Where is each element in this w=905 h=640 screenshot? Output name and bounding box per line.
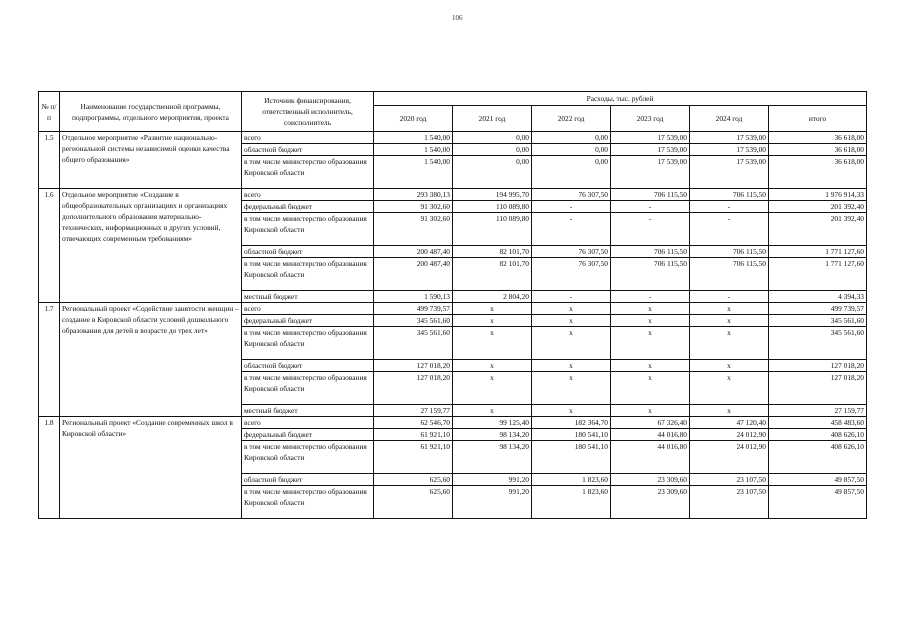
amount-cell: 44 016,80 xyxy=(611,429,690,441)
section-number: 1.6 xyxy=(39,189,60,303)
col-header-total: итого xyxy=(769,106,867,132)
amount-cell: x xyxy=(453,303,532,315)
total-cell: 127 018,20 xyxy=(769,360,867,372)
amount-cell: x xyxy=(453,315,532,327)
amount-cell: x xyxy=(690,405,769,417)
amount-cell: - xyxy=(690,213,769,246)
section-name: Отдельное мероприятие «Создание в общеобразовательных организациях и организациях дополнительного образования материально-технических, информационных и других условий, отвечающих современным требованиям» xyxy=(60,189,242,303)
amount-cell: 62 546,70 xyxy=(374,417,453,429)
amount-cell: 180 541,10 xyxy=(532,441,611,474)
amount-cell: 23 107,50 xyxy=(690,486,769,519)
total-cell: 458 483,60 xyxy=(769,417,867,429)
amount-cell: x xyxy=(611,303,690,315)
col-header-year: 2024 год xyxy=(690,106,769,132)
amount-cell: - xyxy=(532,291,611,303)
total-cell: 345 561,60 xyxy=(769,315,867,327)
amount-cell: - xyxy=(611,201,690,213)
amount-cell: 182 364,70 xyxy=(532,417,611,429)
amount-cell: 706 115,50 xyxy=(690,246,769,258)
amount-cell: x xyxy=(532,315,611,327)
amount-cell: x xyxy=(532,372,611,405)
amount-cell: 98 134,20 xyxy=(453,441,532,474)
amount-cell: 17 539,00 xyxy=(690,156,769,189)
amount-cell: 17 539,00 xyxy=(690,144,769,156)
amount-cell: 17 539,00 xyxy=(611,156,690,189)
amount-cell: 180 541,10 xyxy=(532,429,611,441)
table-row xyxy=(39,417,867,429)
total-cell: 49 857,50 xyxy=(769,486,867,519)
col-header-year: 2021 год xyxy=(453,106,532,132)
funding-source: местный бюджет xyxy=(242,291,374,303)
amount-cell: 23 309,60 xyxy=(611,474,690,486)
amount-cell: 76 307,50 xyxy=(532,246,611,258)
amount-cell: 110 089,80 xyxy=(453,201,532,213)
amount-cell: 345 561,60 xyxy=(374,327,453,360)
amount-cell: - xyxy=(532,213,611,246)
amount-cell: x xyxy=(690,372,769,405)
amount-cell: - xyxy=(611,291,690,303)
amount-cell: 200 487,40 xyxy=(374,258,453,291)
amount-cell: 0,00 xyxy=(453,132,532,144)
section-name: Региональный проект «Содействие занятости женщин – создание в Кировской области условий дошкольного образования для детей в возрасте до трех лет» xyxy=(60,303,242,417)
total-cell: 1 976 914,33 xyxy=(769,189,867,201)
funding-source: в том числе министерство образования Кировской области xyxy=(242,327,374,360)
col-header-expenses: Расходы, тыс. рублей xyxy=(374,92,867,106)
amount-cell: 127 018,20 xyxy=(374,372,453,405)
funding-source: в том числе министерство образования Кировской области xyxy=(242,486,374,519)
amount-cell: 0,00 xyxy=(532,156,611,189)
col-header-number: № п/п xyxy=(39,92,60,132)
amount-cell: x xyxy=(532,303,611,315)
col-header-year: 2023 год xyxy=(611,106,690,132)
table-row xyxy=(39,303,867,315)
amount-cell: 1 590,13 xyxy=(374,291,453,303)
amount-cell: 0,00 xyxy=(453,144,532,156)
total-cell: 408 626,10 xyxy=(769,429,867,441)
amount-cell: - xyxy=(690,201,769,213)
amount-cell: x xyxy=(453,405,532,417)
amount-cell: 0,00 xyxy=(532,144,611,156)
section-name: Региональный проект «Создание современных школ в Кировской области» xyxy=(60,417,242,519)
amount-cell: 61 921,10 xyxy=(374,429,453,441)
amount-cell: 706 115,50 xyxy=(690,189,769,201)
col-header-source: Источник финансирования, ответственный исполнитель, соисполнитель xyxy=(242,92,374,132)
amount-cell: x xyxy=(611,405,690,417)
amount-cell: 76 307,50 xyxy=(532,258,611,291)
amount-cell: 345 561,60 xyxy=(374,315,453,327)
amount-cell: x xyxy=(453,327,532,360)
funding-source: в том числе министерство образования Кировской области xyxy=(242,156,374,189)
amount-cell: 61 921,10 xyxy=(374,441,453,474)
amount-cell: 991,20 xyxy=(453,486,532,519)
funding-source: федеральный бюджет xyxy=(242,429,374,441)
amount-cell: 991,20 xyxy=(453,474,532,486)
total-cell: 36 618,00 xyxy=(769,156,867,189)
total-cell: 408 626,10 xyxy=(769,441,867,474)
expenses-table xyxy=(38,91,867,519)
funding-source: федеральный бюджет xyxy=(242,201,374,213)
amount-cell: 24 012,90 xyxy=(690,429,769,441)
table-row xyxy=(39,132,867,144)
amount-cell: x xyxy=(453,360,532,372)
amount-cell: x xyxy=(690,327,769,360)
total-cell: 36 618,00 xyxy=(769,144,867,156)
col-header-name: Наименование государственной программы, подпрограммы, отдельного мероприятия, проекта xyxy=(60,92,242,132)
amount-cell: 47 120,40 xyxy=(690,417,769,429)
amount-cell: 0,00 xyxy=(532,132,611,144)
amount-cell: x xyxy=(532,360,611,372)
funding-source: областной бюджет xyxy=(242,360,374,372)
amount-cell: x xyxy=(453,372,532,405)
amount-cell: 98 134,20 xyxy=(453,429,532,441)
amount-cell: 1 823,60 xyxy=(532,486,611,519)
funding-source: в том числе министерство образования Кировской области xyxy=(242,372,374,405)
section-number: 1.8 xyxy=(39,417,60,519)
amount-cell: x xyxy=(611,327,690,360)
amount-cell: 706 115,50 xyxy=(611,246,690,258)
amount-cell: 76 307,50 xyxy=(532,189,611,201)
table-body xyxy=(39,132,867,519)
total-cell: 36 618,00 xyxy=(769,132,867,144)
amount-cell: x xyxy=(690,315,769,327)
total-cell: 201 392,40 xyxy=(769,213,867,246)
section-number: 1.7 xyxy=(39,303,60,417)
amount-cell: 1 540,00 xyxy=(374,132,453,144)
total-cell: 1 771 127,60 xyxy=(769,246,867,258)
funding-source: областной бюджет xyxy=(242,474,374,486)
amount-cell: 499 739,57 xyxy=(374,303,453,315)
table-row xyxy=(39,189,867,201)
amount-cell: 625,60 xyxy=(374,474,453,486)
amount-cell: 110 089,80 xyxy=(453,213,532,246)
amount-cell: x xyxy=(611,360,690,372)
funding-source: областной бюджет xyxy=(242,246,374,258)
amount-cell: x xyxy=(611,372,690,405)
funding-source: всего xyxy=(242,132,374,144)
amount-cell: 194 995,70 xyxy=(453,189,532,201)
amount-cell: - xyxy=(532,201,611,213)
amount-cell: 91 302,60 xyxy=(374,201,453,213)
amount-cell: - xyxy=(690,291,769,303)
amount-cell: 1 823,60 xyxy=(532,474,611,486)
amount-cell: 23 107,50 xyxy=(690,474,769,486)
amount-cell: 1 540,00 xyxy=(374,156,453,189)
funding-source: всего xyxy=(242,303,374,315)
section-number: 1.5 xyxy=(39,132,60,189)
amount-cell: 293 380,13 xyxy=(374,189,453,201)
total-cell: 201 392,40 xyxy=(769,201,867,213)
amount-cell: 625,60 xyxy=(374,486,453,519)
amount-cell: 82 101,70 xyxy=(453,246,532,258)
funding-source: в том числе министерство образования Кировской области xyxy=(242,213,374,246)
amount-cell: 17 539,00 xyxy=(690,132,769,144)
total-cell: 4 394,33 xyxy=(769,291,867,303)
amount-cell: 27 159,77 xyxy=(374,405,453,417)
total-cell: 27 159,77 xyxy=(769,405,867,417)
amount-cell: 17 539,00 xyxy=(611,144,690,156)
amount-cell: 706 115,50 xyxy=(611,189,690,201)
col-header-year: 2020 год xyxy=(374,106,453,132)
amount-cell: 44 016,80 xyxy=(611,441,690,474)
amount-cell: 2 804,20 xyxy=(453,291,532,303)
funding-source: в том числе министерство образования Кировской области xyxy=(242,441,374,474)
total-cell: 1 771 127,60 xyxy=(769,258,867,291)
total-cell: 499 739,57 xyxy=(769,303,867,315)
amount-cell: 706 115,50 xyxy=(690,258,769,291)
section-name: Отдельное мероприятие «Развитие национально-региональной системы независимой оценки качества общего образования» xyxy=(60,132,242,189)
total-cell: 127 018,20 xyxy=(769,372,867,405)
funding-source: в том числе министерство образования Кировской области xyxy=(242,258,374,291)
funding-source: всего xyxy=(242,189,374,201)
amount-cell: 127 018,20 xyxy=(374,360,453,372)
amount-cell: x xyxy=(532,405,611,417)
amount-cell: x xyxy=(690,303,769,315)
amount-cell: 99 125,40 xyxy=(453,417,532,429)
funding-source: областной бюджет xyxy=(242,144,374,156)
amount-cell: 23 309,60 xyxy=(611,486,690,519)
funding-source: федеральный бюджет xyxy=(242,315,374,327)
total-cell: 49 857,50 xyxy=(769,474,867,486)
amount-cell: 24 012,90 xyxy=(690,441,769,474)
amount-cell: 200 487,40 xyxy=(374,246,453,258)
amount-cell: 1 540,00 xyxy=(374,144,453,156)
amount-cell: 82 101,70 xyxy=(453,258,532,291)
amount-cell: 0,00 xyxy=(453,156,532,189)
funding-source: местный бюджет xyxy=(242,405,374,417)
amount-cell: 67 326,40 xyxy=(611,417,690,429)
amount-cell: x xyxy=(532,327,611,360)
total-cell: 345 561,60 xyxy=(769,327,867,360)
amount-cell: x xyxy=(690,360,769,372)
amount-cell: 91 302,60 xyxy=(374,213,453,246)
funding-source: всего xyxy=(242,417,374,429)
page-number: 106 xyxy=(452,14,463,22)
amount-cell: x xyxy=(611,315,690,327)
amount-cell: 17 539,00 xyxy=(611,132,690,144)
amount-cell: 706 115,50 xyxy=(611,258,690,291)
amount-cell: - xyxy=(611,213,690,246)
col-header-year: 2022 год xyxy=(532,106,611,132)
